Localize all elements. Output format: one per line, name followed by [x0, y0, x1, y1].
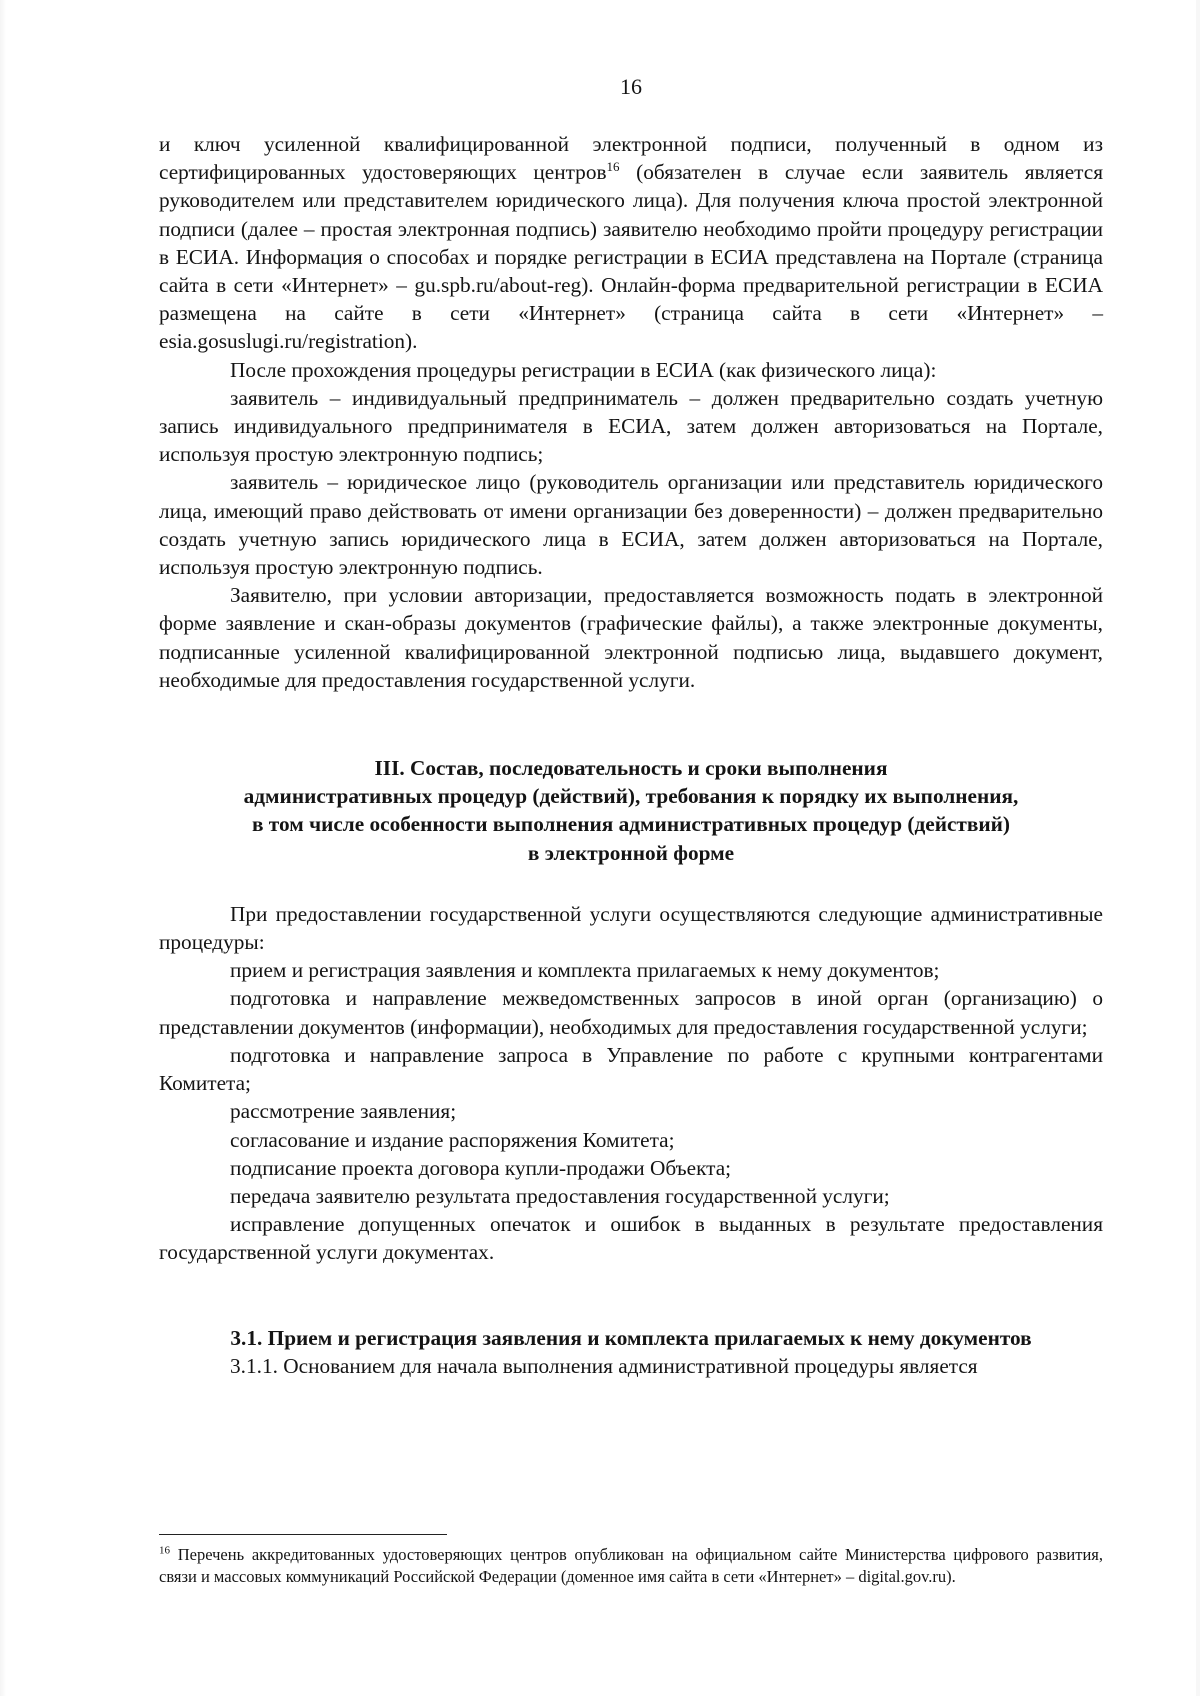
- procedure-item: подписание проекта договора купли-продажи Объекта;: [230, 1155, 732, 1180]
- scan-edge-right: [1196, 0, 1200, 1696]
- footnote-mark: 16: [159, 1544, 170, 1557]
- footnote-divider: [159, 1534, 447, 1535]
- procedure-item: согласование и издание распоряжения Комитета;: [230, 1127, 675, 1152]
- section-heading-line: в электронной форме: [527, 840, 735, 865]
- section-heading-line: в том числе особенности выполнения административных процедур (действий): [251, 812, 1011, 837]
- paragraph-authorization: Заявителю, при условии авторизации, предоставляется возможность подать в электронной форме заявление и скан-образы документов (графические файлы), а также электронные документы, подписанные усиленной квалифицированной электронной подписью лица, выдавшего документ, необходимые для предоставления государственной услуги.: [159, 583, 1103, 692]
- procedure-item: исправление допущенных опечаток и ошибок в выданных в результате предоставления государственной услуги документах.: [159, 1212, 1103, 1265]
- section-heading-line: административных процедур (действий), требования к порядку их выполнения,: [243, 784, 1019, 809]
- procedure-item: подготовка и направление межведомственных запросов в иной орган (организацию) о представлении документов (информации), необходимых для предоставления государственной услуги;: [159, 986, 1103, 1039]
- procedures-list: [159, 900, 1103, 1267]
- paragraph-legal-entity: заявитель – юридическое лицо (руководитель организации или представитель юридического лица, имеющий право действовать от имени организации без доверенности) – должен предварительно создать учетную запись юридического лица в ЕСИА, затем должен авторизоваться на Портале, используя простую электронную подпись.: [159, 470, 1103, 580]
- section-heading: [159, 754, 1103, 867]
- paragraph-entrepreneur: заявитель – индивидуальный предприниматель – должен предварительно создать учетную запись индивидуального предпринимателя в ЕСИА, затем должен авторизоваться на Портале, используя простую электронную подпись;: [159, 385, 1103, 467]
- procedures-intro: При предоставлении государственной услуги осуществляются следующие административные процедуры:: [159, 901, 1103, 955]
- paragraph-after-registration: После прохождения процедуры регистрации в ЕСИА (как физического лица):: [230, 357, 937, 382]
- footnote-text: Перечень аккредитованных удостоверяющих центров опубликован на официальном сайте Министерства цифрового развития, связи и массовых коммуникаций Российской Федерации (доменное имя сайта в сети «Интернет» – digital.gov.ru).: [159, 1545, 1103, 1586]
- subsection-heading: 3.1. Прием и регистрация заявления и комплекта прилагаемых к нему документов: [230, 1325, 1032, 1350]
- paragraph-esignature: [159, 130, 1103, 356]
- procedure-item: прием и регистрация заявления и комплекта прилагаемых к нему документов;: [230, 958, 940, 983]
- paragraph-basis: 3.1.1. Основанием для начала выполнения административной процедуры является: [230, 1353, 978, 1378]
- page-number: 16: [620, 74, 642, 99]
- section-heading-line: III. Состав, последовательность и сроки выполнения: [374, 756, 888, 781]
- footnote-reference: 16: [606, 159, 620, 175]
- procedure-item: передача заявителю результата предоставления государственной услуги;: [230, 1183, 890, 1208]
- scan-edge-left: [0, 0, 6, 1696]
- footnote: [159, 1544, 1103, 1588]
- paragraph-text-continued: (обязателен в случае если заявитель является руководителем или представителем юридического лица). Для получения ключа простой электронной подписи (далее – простая электронная подпись) заявителю необходимо пройти процедуру регистрации в ЕСИА. Информация о способах и порядке регистрации в ЕСИА представлена на Портале (страница сайта в сети «Интернет» – gu.spb.ru/about-reg). Онлайн-форма предварительной регистрации в ЕСИА размещена на сайте в сети «Интернет» (страница сайта в сети «Интернет» – esia.gosuslugi.ru/registration).: [159, 160, 1103, 354]
- procedure-item: рассмотрение заявления;: [230, 1099, 457, 1124]
- paragraph-text: и ключ усиленной квалифицированной электронной подписи, полученный в одном из сертифицированных удостоверяющих центров: [159, 132, 1103, 185]
- document-body: [159, 130, 1103, 1380]
- procedure-item: подготовка и направление запроса в Управление по работе с крупными контрагентами Комитета;: [159, 1042, 1103, 1096]
